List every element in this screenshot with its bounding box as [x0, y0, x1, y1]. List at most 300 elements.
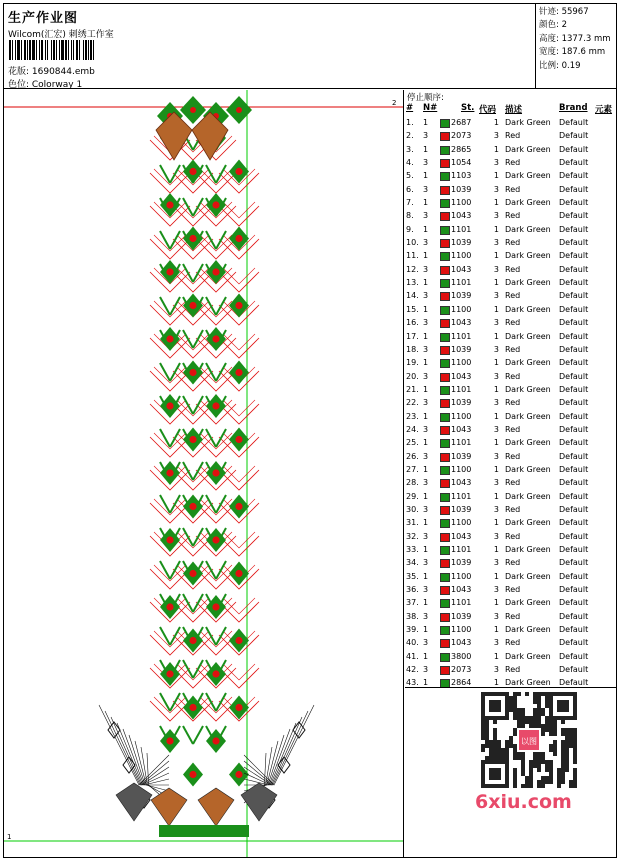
row-stitches: 1039 — [451, 291, 472, 301]
watermark-area — [405, 689, 616, 857]
qr-module — [549, 760, 553, 764]
row-stitches: 2687 — [451, 118, 472, 127]
row-code: 1 — [493, 625, 499, 635]
row-number: 33. — [406, 545, 419, 554]
stat-stitches: 针迹: 55967 — [539, 7, 589, 17]
row-description: Red — [505, 478, 521, 488]
row-description: Red — [505, 558, 521, 568]
black-fan-stroke — [141, 747, 169, 797]
qr-module — [513, 748, 517, 752]
qr-module — [541, 784, 545, 788]
row-number: 6. — [406, 184, 414, 194]
red-dot — [189, 436, 196, 443]
qr-module — [497, 748, 501, 752]
qr-module — [525, 784, 529, 788]
qr-module — [481, 728, 485, 732]
qr-module — [561, 720, 565, 724]
qr-module — [553, 732, 557, 736]
row-code: 1 — [493, 464, 499, 474]
qr-module — [533, 764, 537, 768]
row-code: 3 — [493, 238, 499, 248]
row-number: 34. — [406, 558, 419, 568]
row-code: 1 — [493, 438, 499, 448]
qr-module — [561, 768, 565, 772]
qr-logo-label: 以图 — [521, 737, 537, 746]
qr-module — [549, 720, 553, 724]
row-number: 38. — [406, 611, 419, 621]
row-code: 3 — [493, 264, 499, 274]
qr-module — [509, 700, 513, 704]
row-stitches: 2865 — [451, 144, 472, 154]
row-code: 3 — [493, 131, 499, 141]
red-dot — [235, 771, 242, 778]
qr-code — [481, 692, 577, 788]
color-swatch — [440, 266, 450, 275]
row-code: 3 — [493, 184, 499, 194]
qr-module — [521, 768, 525, 772]
row-description: Red — [505, 211, 521, 221]
row-code: 1 — [493, 545, 499, 554]
row-description: Red — [505, 344, 521, 354]
design-preview — [4, 90, 404, 857]
row-code: 1 — [493, 678, 499, 688]
row-number: 2. — [406, 131, 414, 141]
page-title: 生产作业图 — [8, 11, 79, 26]
row-description: Dark Green — [505, 118, 551, 127]
row-code: 3 — [493, 585, 499, 595]
table-row — [405, 197, 616, 210]
qr-module — [517, 708, 521, 712]
row-needle: 3 — [423, 504, 429, 514]
qr-module — [533, 760, 537, 764]
row-number: 3. — [406, 144, 414, 154]
table-row — [405, 437, 616, 450]
row-needle: 3 — [423, 478, 429, 488]
qr-module — [489, 740, 493, 744]
table-row — [405, 531, 616, 544]
table-row — [405, 250, 616, 263]
row-description: Red — [505, 371, 521, 381]
qr-module — [549, 744, 553, 748]
row-needle: 1 — [423, 571, 429, 581]
row-number: 39. — [406, 625, 419, 635]
color-swatch — [440, 679, 450, 688]
qr-module — [561, 728, 565, 732]
color-swatch — [440, 386, 450, 395]
qr-module — [573, 768, 577, 772]
row-brand: Default — [559, 611, 589, 621]
qr-module — [513, 752, 517, 756]
row-brand: Default — [559, 464, 589, 474]
qr-module — [557, 784, 561, 788]
row-stitches: 1100 — [451, 198, 472, 208]
row-code: 1 — [493, 331, 499, 341]
stat-scale: 比例: 0.19 — [539, 60, 581, 71]
color-swatch — [440, 613, 450, 622]
header-stitches: St. — [461, 103, 475, 113]
qr-module — [509, 708, 513, 712]
qr-module — [537, 760, 541, 764]
row-stitches: 1043 — [451, 264, 472, 274]
qr-module — [533, 712, 537, 716]
table-row — [405, 491, 616, 504]
qr-module — [493, 720, 497, 724]
red-dot — [189, 302, 196, 309]
row-brand: Default — [559, 211, 589, 221]
qr-module — [509, 704, 513, 708]
color-swatch — [440, 119, 450, 128]
row-brand: Default — [559, 358, 589, 368]
qr-module — [501, 748, 505, 752]
qr-module — [569, 732, 573, 736]
table-row — [405, 277, 616, 290]
qr-finder — [489, 700, 501, 712]
qr-module — [549, 764, 553, 768]
bottom-petal — [198, 788, 234, 826]
qr-module — [573, 780, 577, 784]
row-stitches: 2073 — [451, 131, 472, 141]
qr-module — [545, 764, 549, 768]
qr-module — [565, 744, 569, 748]
color-swatch — [440, 666, 450, 675]
table-row — [405, 184, 616, 197]
row-needle: 1 — [423, 438, 429, 448]
table-row — [405, 157, 616, 170]
row-description: Dark Green — [505, 251, 551, 261]
row-number: 29. — [406, 491, 419, 501]
qr-module — [493, 732, 497, 736]
red-dot — [166, 268, 173, 275]
row-stitches: 1101 — [451, 331, 472, 341]
row-number: 13. — [406, 278, 419, 288]
red-dot — [212, 469, 219, 476]
qr-module — [549, 776, 553, 780]
row-brand: Default — [559, 571, 589, 581]
row-brand: Default — [559, 665, 589, 675]
row-stitches: 1101 — [451, 438, 472, 448]
qr-module — [481, 744, 485, 748]
qr-module — [505, 748, 509, 752]
color-swatch — [440, 639, 450, 648]
row-description: Dark Green — [505, 144, 551, 154]
qr-finder — [557, 700, 569, 712]
qr-module — [541, 732, 545, 736]
qr-module — [525, 776, 529, 780]
color-swatch — [440, 479, 450, 488]
row-stitches: 1101 — [451, 278, 472, 288]
red-dot — [190, 107, 196, 113]
color-swatch — [440, 653, 450, 662]
qr-module — [541, 752, 545, 756]
row-stitches: 1100 — [451, 571, 472, 581]
qr-module — [565, 736, 569, 740]
design-file-name: 花版: 1690844.emb — [8, 67, 95, 77]
red-chevron — [223, 268, 255, 284]
qr-module — [541, 776, 545, 780]
row-brand: Default — [559, 331, 589, 341]
qr-module — [561, 776, 565, 780]
table-row — [405, 411, 616, 424]
qr-module — [501, 752, 505, 756]
qr-module — [521, 716, 525, 720]
red-dot — [166, 603, 173, 610]
row-code: 1 — [493, 358, 499, 368]
row-number: 22. — [406, 398, 419, 408]
table-row — [405, 130, 616, 143]
qr-module — [513, 708, 517, 712]
qr-module — [501, 756, 505, 760]
qr-module — [529, 764, 533, 768]
table-row — [405, 144, 616, 157]
red-dot — [189, 235, 196, 242]
row-description: Red — [505, 264, 521, 274]
qr-module — [565, 760, 569, 764]
black-fan-stroke — [244, 723, 296, 785]
row-code: 1 — [493, 491, 499, 501]
row-description: Red — [505, 398, 521, 408]
qr-module — [545, 692, 549, 696]
qr-module — [537, 764, 541, 768]
qr-module — [521, 720, 525, 724]
qr-module — [573, 736, 577, 740]
row-brand: Default — [559, 144, 589, 154]
row-description: Red — [505, 504, 521, 514]
row-needle: 1 — [423, 331, 429, 341]
row-stitches: 1100 — [451, 518, 472, 528]
row-number: 42. — [406, 665, 419, 675]
row-description: Dark Green — [505, 224, 551, 234]
row-number: 8. — [406, 211, 414, 221]
row-brand: Default — [559, 531, 589, 541]
color-swatch — [440, 306, 450, 315]
red-dot — [212, 402, 219, 409]
row-needle: 3 — [423, 211, 429, 221]
table-row — [405, 210, 616, 223]
row-code: 1 — [493, 384, 499, 394]
header-no: # — [406, 103, 414, 113]
qr-module — [537, 724, 541, 728]
qr-module — [485, 720, 489, 724]
color-swatch — [440, 413, 450, 422]
red-dot — [166, 737, 173, 744]
qr-module — [493, 728, 497, 732]
row-code: 1 — [493, 304, 499, 314]
qr-module — [541, 780, 545, 784]
company-name: Wilcom(汇宏) 刺绣工作室 — [8, 30, 114, 40]
header-element: 元素 — [595, 105, 613, 115]
qr-module — [553, 720, 557, 724]
row-number: 21. — [406, 384, 419, 394]
red-dot — [212, 737, 219, 744]
qr-module — [537, 716, 541, 720]
qr-module — [493, 752, 497, 756]
red-dot — [235, 503, 242, 510]
bottom-petal — [241, 783, 277, 821]
top-index-marker: 2 — [392, 99, 397, 107]
red-dot — [166, 335, 173, 342]
qr-module — [525, 720, 529, 724]
row-needle: 3 — [423, 585, 429, 595]
qr-module — [549, 732, 553, 736]
row-number: 16. — [406, 318, 419, 328]
qr-module — [537, 768, 541, 772]
qr-module — [573, 732, 577, 736]
qr-module — [509, 736, 513, 740]
qr-module — [573, 756, 577, 760]
qr-module — [513, 712, 517, 716]
row-code: 3 — [493, 558, 499, 568]
row-number: 32. — [406, 531, 419, 541]
red-dot — [235, 704, 242, 711]
red-dot — [166, 201, 173, 208]
row-stitches: 1100 — [451, 304, 472, 314]
row-brand: Default — [559, 504, 589, 514]
row-description: Dark Green — [505, 598, 551, 608]
qr-module — [521, 772, 525, 776]
table-row — [405, 677, 616, 688]
row-needle: 1 — [423, 171, 429, 181]
row-description: Red — [505, 451, 521, 461]
row-stitches: 1039 — [451, 611, 472, 621]
row-brand: Default — [559, 318, 589, 328]
qr-module — [557, 768, 561, 772]
row-number: 18. — [406, 344, 419, 354]
qr-module — [517, 756, 521, 760]
table-row — [405, 384, 616, 397]
row-code: 3 — [493, 451, 499, 461]
qr-module — [485, 744, 489, 748]
row-stitches: 1043 — [451, 318, 472, 328]
qr-module — [513, 732, 517, 736]
qr-module — [537, 712, 541, 716]
color-swatch — [440, 439, 450, 448]
qr-module — [517, 752, 521, 756]
row-brand: Default — [559, 131, 589, 141]
table-row — [405, 424, 616, 437]
color-swatch — [440, 359, 450, 368]
qr-module — [513, 700, 517, 704]
qr-module — [497, 744, 501, 748]
qr-module — [525, 692, 529, 696]
color-swatch — [440, 146, 450, 155]
red-dot — [235, 302, 242, 309]
qr-module — [553, 744, 557, 748]
row-description: Dark Green — [505, 171, 551, 181]
color-swatch — [440, 333, 450, 342]
qr-module — [569, 736, 573, 740]
red-chevron — [223, 466, 255, 482]
bottom-petal — [151, 788, 187, 826]
row-stitches: 1054 — [451, 158, 472, 168]
qr-module — [561, 756, 565, 760]
qr-module — [541, 692, 545, 696]
qr-module — [573, 752, 577, 756]
qr-module — [565, 740, 569, 744]
row-stitches: 1043 — [451, 424, 472, 434]
row-needle: 3 — [423, 611, 429, 621]
qr-module — [517, 692, 521, 696]
row-stitches: 1100 — [451, 251, 472, 261]
qr-module — [549, 728, 553, 732]
row-needle: 1 — [423, 545, 429, 554]
black-fan-stroke — [99, 705, 169, 785]
qr-module — [493, 736, 497, 740]
qr-module — [513, 696, 517, 700]
row-code: 1 — [493, 251, 499, 261]
header-panel — [4, 4, 536, 89]
table-row — [405, 397, 616, 410]
qr-module — [493, 748, 497, 752]
qr-module — [537, 704, 541, 708]
row-needle: 3 — [423, 398, 429, 408]
qr-module — [513, 744, 517, 748]
row-code: 3 — [493, 211, 499, 221]
row-number: 12. — [406, 264, 419, 274]
row-number: 37. — [406, 598, 419, 608]
table-row — [405, 264, 616, 277]
qr-module — [545, 696, 549, 700]
qr-module — [565, 768, 569, 772]
table-row — [405, 117, 616, 130]
row-brand: Default — [559, 518, 589, 528]
row-number: 36. — [406, 585, 419, 595]
row-brand: Default — [559, 291, 589, 301]
qr-module — [513, 756, 517, 760]
green-leaf — [183, 726, 193, 744]
qr-module — [529, 724, 533, 728]
row-stitches: 1100 — [451, 411, 472, 421]
row-needle: 1 — [423, 384, 429, 394]
qr-module — [493, 740, 497, 744]
row-number: 11. — [406, 251, 419, 261]
qr-module — [533, 708, 537, 712]
bottom-index-marker: 1 — [7, 833, 12, 841]
red-dot — [166, 670, 173, 677]
qr-module — [505, 744, 509, 748]
qr-module — [545, 704, 549, 708]
row-description: Red — [505, 585, 521, 595]
qr-module — [529, 784, 533, 788]
red-dot — [212, 268, 219, 275]
row-number: 4. — [406, 158, 414, 168]
row-stitches: 1039 — [451, 504, 472, 514]
color-swatch — [440, 626, 450, 635]
row-brand: Default — [559, 118, 589, 127]
table-row — [405, 317, 616, 330]
row-brand: Default — [559, 238, 589, 248]
row-description: Red — [505, 184, 521, 194]
qr-module — [497, 740, 501, 744]
qr-module — [565, 764, 569, 768]
table-row — [405, 584, 616, 597]
qr-module — [505, 752, 509, 756]
row-brand: Default — [559, 224, 589, 234]
qr-module — [533, 700, 537, 704]
row-needle: 3 — [423, 131, 429, 141]
qr-module — [549, 780, 553, 784]
qr-module — [489, 756, 493, 760]
qr-module — [481, 732, 485, 736]
qr-module — [561, 760, 565, 764]
red-dot — [166, 469, 173, 476]
table-row — [405, 170, 616, 183]
colorway-name: 色位: Colorway 1 — [8, 80, 83, 90]
row-code: 3 — [493, 611, 499, 621]
qr-module — [537, 784, 541, 788]
qr-module — [521, 724, 525, 728]
row-description: Red — [505, 158, 521, 168]
red-dot — [189, 637, 196, 644]
